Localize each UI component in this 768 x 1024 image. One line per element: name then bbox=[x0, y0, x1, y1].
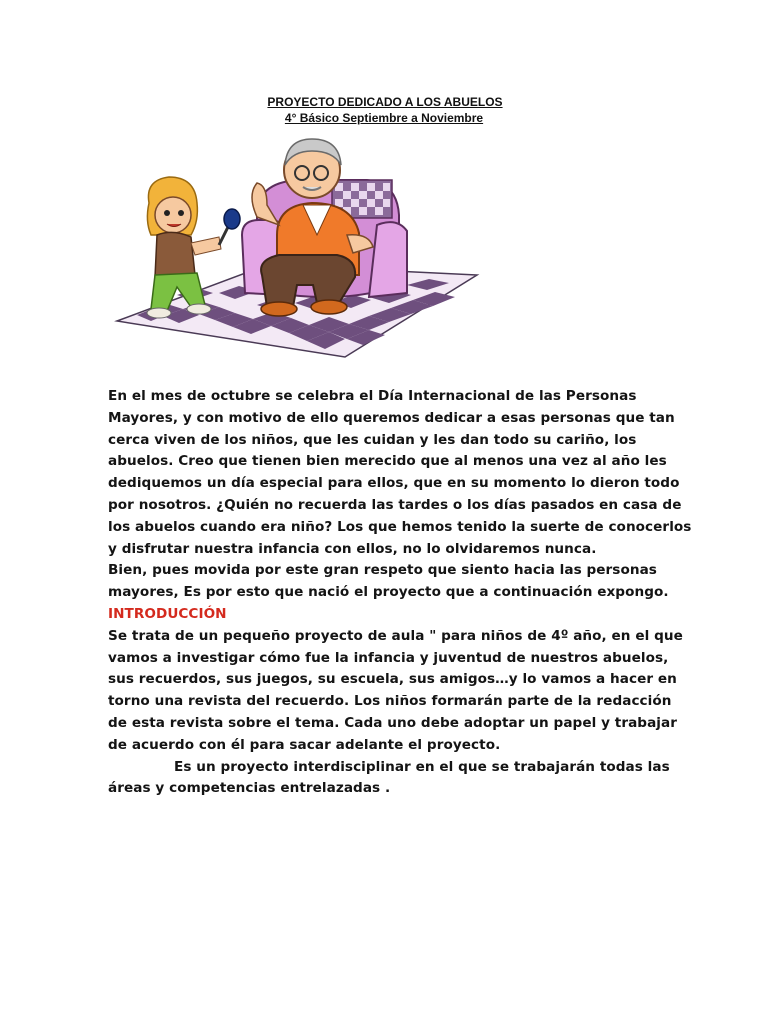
paragraph-line: los abuelos cuando era niño? Los que hemos tenido la suerte de conocerlos bbox=[108, 518, 692, 535]
paragraph-line: Se trata de un pequeño proyecto de aula " para niños de 4º año, en el que bbox=[108, 627, 683, 644]
paragraph-line: En el mes de octubre se celebra el Día Internacional de las Personas bbox=[108, 388, 637, 404]
paragraph-line: dediquemos un día especial para ellos, que en su momento lo dieron todo bbox=[108, 475, 680, 492]
paragraph-line: torno una revista del recuerdo. Los niños formarán parte de la redacción bbox=[108, 693, 672, 710]
paragraph-line: cerca viven de los niños, que les cuidan y les dan todo su cariño, los bbox=[108, 431, 637, 448]
paragraph-line: Es un proyecto interdisciplinar en el que se trabajarán todas las bbox=[174, 758, 670, 775]
paragraph-line: por nosotros. ¿Quién no recuerda las tardes o los días pasados en casa de bbox=[108, 496, 682, 513]
paragraph-line: mayores, Es por esto que nació el proyecto que a continuación expongo. bbox=[108, 584, 669, 601]
paragraph-line: vamos a investigar cómo fue la infancia y juventud de nuestros abuelos, bbox=[108, 649, 669, 666]
paragraph-line: y disfrutar nuestra infancia con ellos, no lo olvidaremos nunca. bbox=[108, 540, 597, 557]
paragraph-line: Bien, pues movida por este gran respeto que siento hacia las personas bbox=[108, 562, 657, 579]
paragraph-line: de esta revista sobre el tema. Cada uno debe adoptar un papel y trabajar bbox=[108, 714, 677, 731]
paragraph-line: áreas y competencias entrelazadas . bbox=[108, 780, 391, 797]
section-heading-introduccion: INTRODUCCIÓN bbox=[108, 605, 227, 622]
paragraph-line: Mayores, y con motivo de ello queremos dedicar a esas personas que tan bbox=[108, 409, 675, 426]
paragraph-line: abuelos. Creo que tienen bien merecido que al menos una vez al año les bbox=[108, 453, 667, 470]
paragraph-line: de acuerdo con él para sacar adelante el proyecto. bbox=[108, 736, 501, 753]
document-body bbox=[108, 386, 692, 800]
grandfather-interview-illustration bbox=[107, 125, 487, 369]
paragraph-line: sus recuerdos, sus juegos, su escuela, sus amigos…y lo vamos a hacer en bbox=[108, 671, 677, 688]
document-subtitle: 4° Básico Septiembre a Noviembre bbox=[284, 111, 484, 125]
document-title: PROYECTO DEDICADO A LOS ABUELOS bbox=[267, 95, 503, 109]
title-block bbox=[0, 94, 768, 126]
